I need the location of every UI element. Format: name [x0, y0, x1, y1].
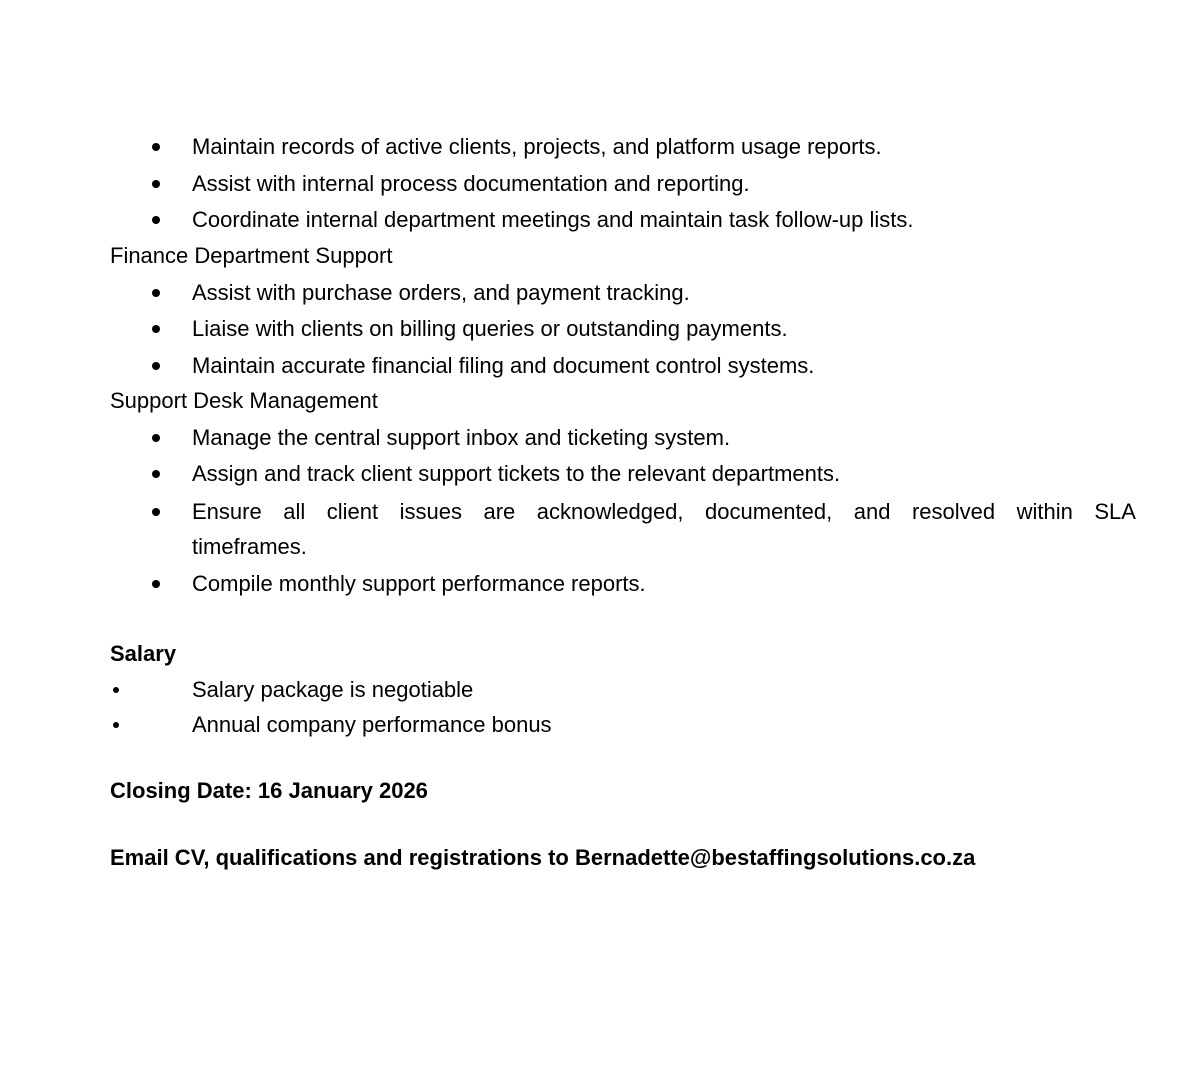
bullet-icon [113, 687, 119, 693]
word: Ensure [192, 499, 262, 524]
word: are [483, 499, 516, 524]
list-item-continuation: timeframes. [192, 534, 307, 559]
word: all [283, 499, 306, 524]
word: documented, [705, 499, 833, 524]
list-item: Maintain accurate financial filing and document control systems. [192, 353, 815, 378]
bullet-icon [152, 216, 160, 224]
word: within [1016, 499, 1073, 524]
bullet-icon [152, 325, 160, 333]
bullet-icon [152, 470, 160, 478]
list-item: Salary package is negotiable [192, 677, 474, 702]
word: SLA [1094, 499, 1136, 524]
list-item: Liaise with clients on billing queries or outstanding payments. [192, 316, 788, 341]
list-item: Compile monthly support performance reports. [192, 571, 646, 596]
bullet-icon [113, 722, 119, 728]
closing-date: Closing Date: 16 January 2026 [110, 778, 428, 803]
bullet-icon [152, 180, 160, 188]
list-item-justified [192, 498, 1136, 526]
bullet-icon [152, 289, 160, 297]
list-item: Coordinate internal department meetings and maintain task follow-up lists. [192, 207, 914, 232]
word: client [326, 499, 379, 524]
list-item: Assist with internal process documentation and reporting. [192, 171, 750, 196]
list-item: Assist with purchase orders, and payment tracking. [192, 280, 690, 305]
bullet-icon [152, 143, 160, 151]
list-item: Assign and track client support tickets to the relevant departments. [192, 461, 841, 486]
bullet-icon [152, 434, 160, 442]
section-heading-salary: Salary [110, 641, 177, 666]
email-instruction: Email CV, qualifications and registrations to Bernadette@bestaffingsolutions.co.za [110, 845, 976, 870]
list-item: Maintain records of active clients, projects, and platform usage reports. [192, 134, 882, 159]
list-item: Annual company performance bonus [192, 712, 552, 737]
word: acknowledged, [536, 499, 684, 524]
bullet-icon [152, 362, 160, 370]
list-item: Manage the central support inbox and ticketing system. [192, 425, 731, 450]
word: issues [399, 499, 462, 524]
bullet-icon [152, 508, 160, 516]
section-heading-support-desk: Support Desk Management [110, 388, 378, 413]
bullet-icon [152, 580, 160, 588]
section-heading-finance: Finance Department Support [110, 243, 393, 268]
word: resolved [911, 499, 996, 524]
word: and [853, 499, 891, 524]
